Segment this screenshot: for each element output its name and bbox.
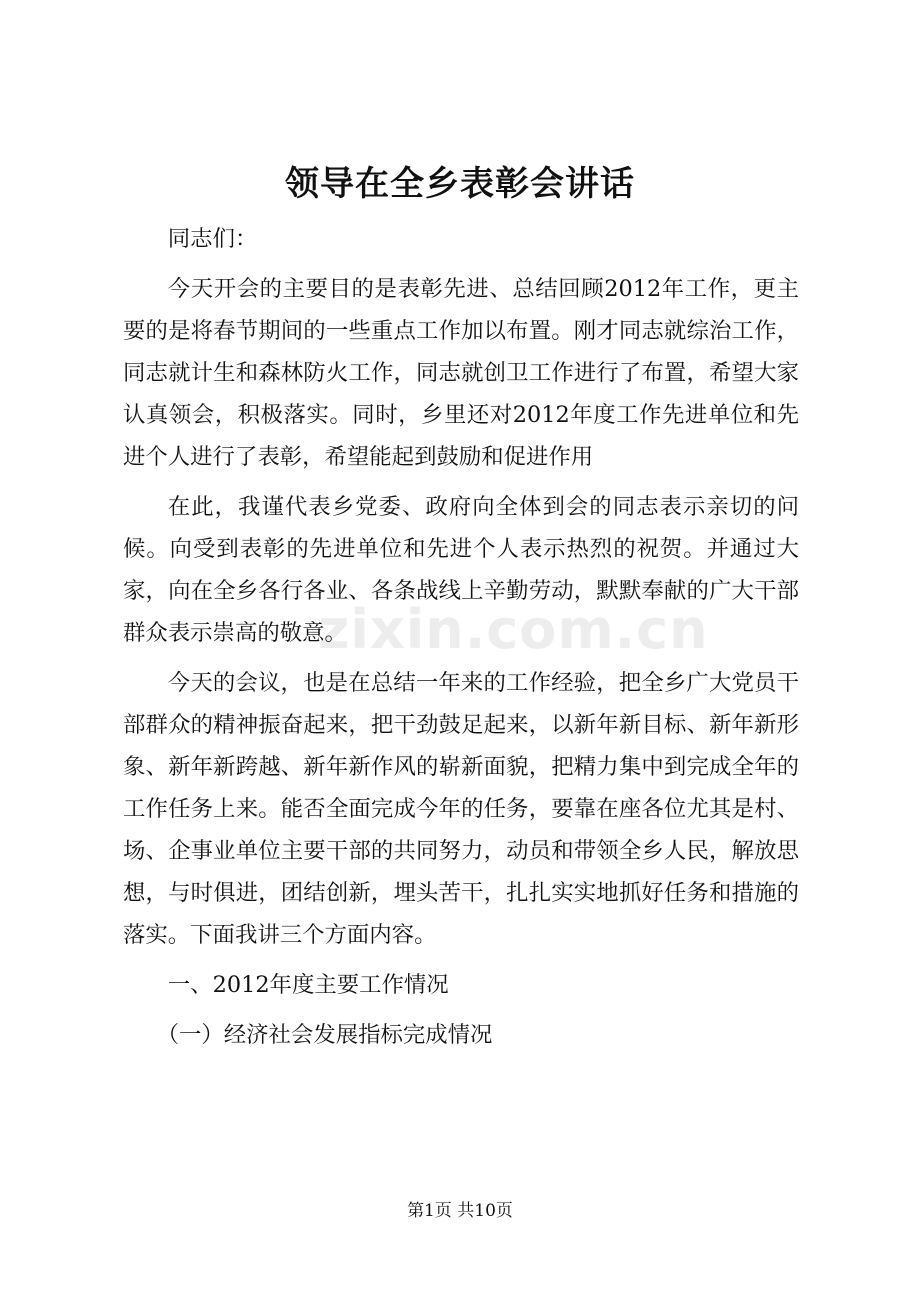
page-footer: 第1页 共10页 [407,1201,513,1221]
document-title: 领导在全乡表彰会讲话 [285,164,635,204]
paragraph-3: 今天的会议，也是在总结一年来的工作经验，把全乡广大党员干部群众的精神振奋起来，把干劲鼓足起来，以新年新目标、新年新形象、新年新跨越、新年新作风的崭新面貌，把精力集中到完成全年的工作任务上来。能否全面完成今年的任务，要靠在座各位尤其是村、场、企事业单位主要干部的共同努力，动员和带领全乡人民，解放思想，与时俱进，团结创新，埋头苦干，扎扎实实地抓好任务和措施的落实。下面我讲三个方面内容。 [123,670,799,948]
paragraph-1: 今天开会的主要目的是表彰先进、总结回顾2012年工作，更主要的是将春节期间的一些重点工作加以布置。刚才同志就综治工作，同志就计生和森林防火工作，同志就创卫工作进行了布置，希望大家认真领会，积极落实。同时，乡里还对2012年度工作先进单位和先进个人进行了表彰，希望能起到鼓励和促进作用 [123,276,799,470]
salutation: 同志们： [167,226,258,252]
section-heading-2: （一）经济社会发展指标完成情况 [156,1022,493,1048]
section-heading-1: 一、2012年度主要工作情况 [167,972,449,998]
paragraph-2: 在此，我谨代表乡党委、政府向全体到会的同志表示亲切的问候。向受到表彰的先进单位和先进个人表示热烈的祝贺。并通过大家，向在全乡各行各业、各条战线上辛勤劳动，默默奉献的广大干部群众表示崇高的敬意。 [123,494,799,646]
document-body [123,218,799,1056]
watermark: zixin.com.cn [318,598,709,661]
